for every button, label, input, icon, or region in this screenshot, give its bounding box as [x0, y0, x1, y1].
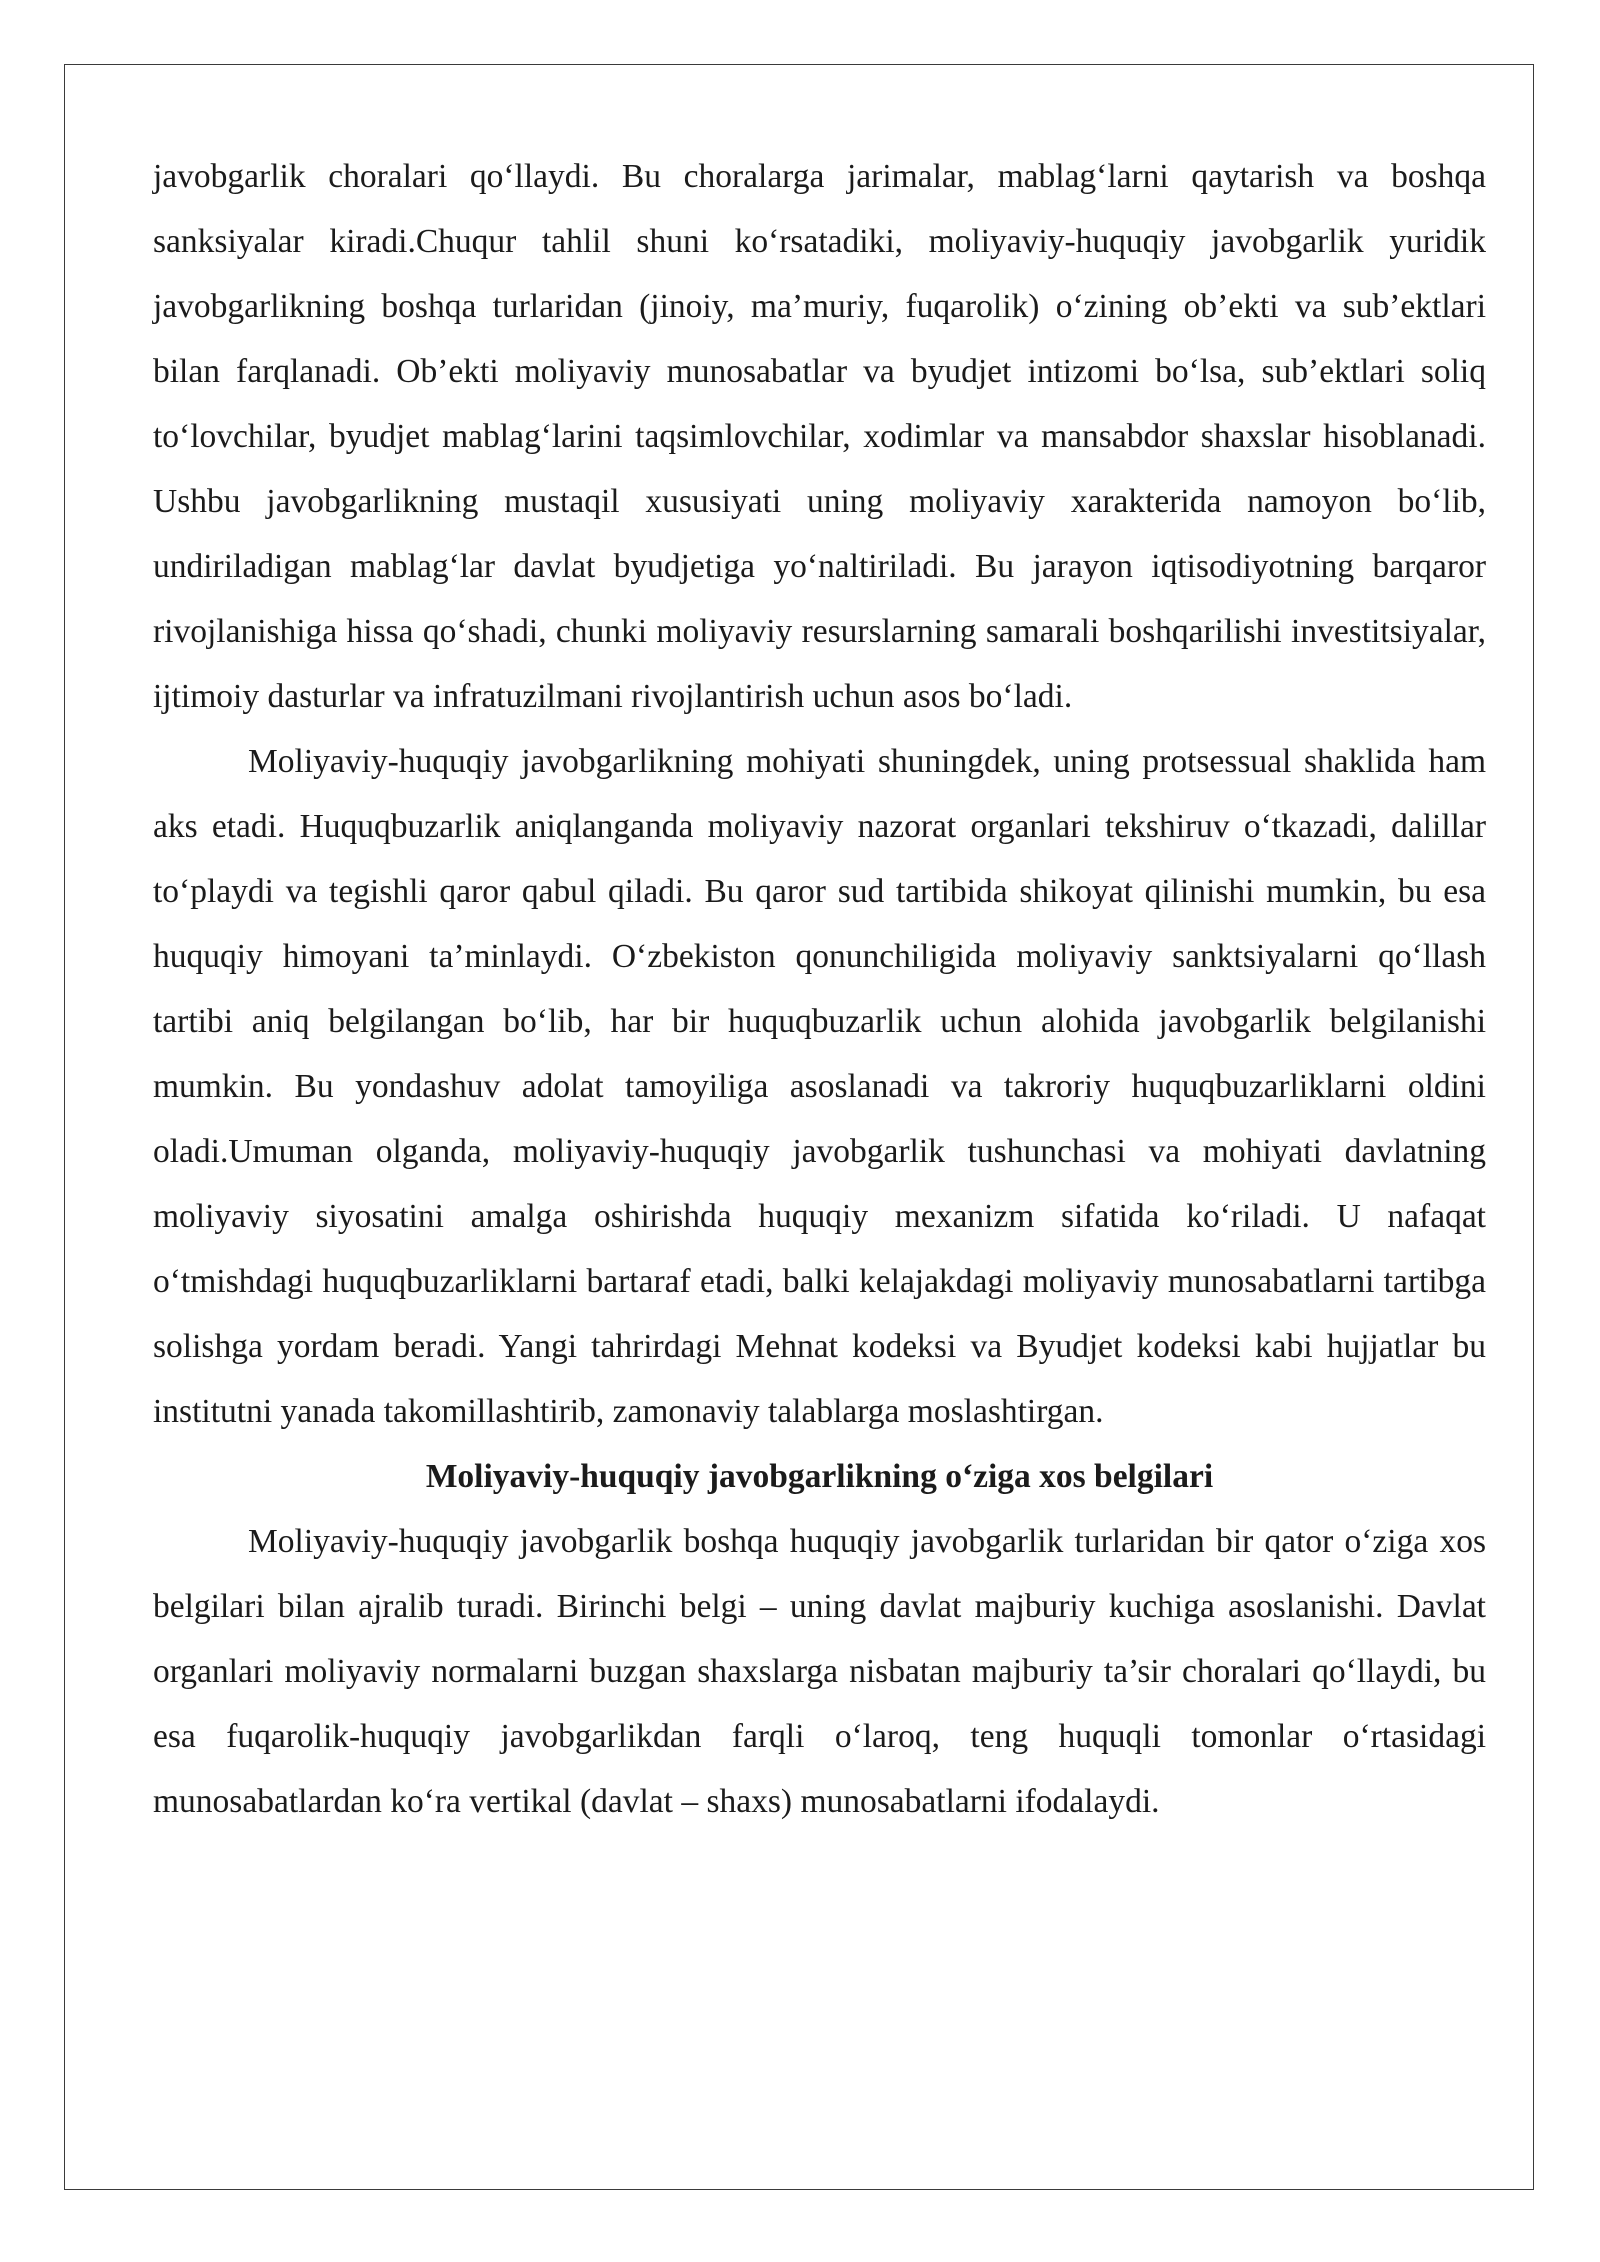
section-heading: Moliyaviy-huquqiy javobgarlikning o‘ziga xos belgilari	[425, 1458, 1214, 1495]
paragraph-features: Moliyaviy-huquqiy javobgarlik boshqa huquqiy javobgarlik turlaridan bir qator o‘ziga xos belgilari bilan ajralib turadi. Birinchi belgi – uning davlat majburiy kuchiga asoslanishi. Davlat organlari moliyaviy normalarni buzgan shaxslarga nisbatan majburiy ta’sir choralari qo‘llaydi, bu esa fuqarolik-huquqiy javobgarlikdan farqli o‘laroq, teng huquqli tomonlar o‘rtasidagi munosabatlardan ko‘ra vertikal (davlat – shaxs) munosabatlarni ifodalaydi.	[153, 1523, 1486, 1820]
paragraph-essence: Moliyaviy-huquqiy javobgarlikning mohiyati shuningdek, uning protsessual shaklida ham aks etadi. Huquqbuzarlik aniqlanganda moliyaviy nazorat organlari tekshiruv o‘tkazadi, dalillar to‘playdi va tegishli qaror qabul qiladi. Bu qaror sud tartibida shikoyat qilinishi mumkin, bu esa huquqiy himoyani ta’minlaydi. O‘zbekiston qonunchiligida moliyaviy sanktsiyalarni qo‘llash tartibi aniq belgilangan bo‘lib, har bir huquqbuzarlik uchun alohida javobgarlik belgilanishi mumkin. Bu yondashuv adolat tamoyiliga asoslanadi va takroriy huquqbuzarliklarni oldini oladi.Umuman olganda, moliyaviy-huquqiy javobgarlik tushunchasi va mohiyati davlatning moliyaviy siyosatini amalga oshirishda huquqiy mexanizm sifatida ko‘riladi. U nafaqat o‘tmishdagi huquqbuzarliklarni bartaraf etadi, balki kelajakdagi moliyaviy munosabatlarni tartibga solishga yordam beradi. Yangi tahrirdagi Mehnat kodeksi va Byudjet kodeksi kabi hujjatlar bu institutni yanada takomillashtirib, zamonaviy talablarga moslashtirgan.	[153, 743, 1486, 1430]
paragraph-continued: javobgarlik choralari qo‘llaydi. Bu choralarga jarimalar, mablag‘larni qaytarish va boshqa sanksiyalar kiradi.Chuqur tahlil shuni ko‘rsatadiki, moliyaviy-huquqiy javobgarlik yuridik javobgarlikning boshqa turlaridan (jinoiy, ma’muriy, fuqarolik) o‘zining ob’ekti va sub’ektlari bilan farqlanadi. Ob’ekti moliyaviy munosabatlar va byudjet intizomi bo‘lsa, sub’ektlari soliq to‘lovchilar, byudjet mablag‘larini taqsimlovchilar, xodimlar va mansabdor shaxslar hisoblanadi. Ushbu javobgarlikning mustaqil xususiyati uning moliyaviy xarakterida namoyon bo‘lib, undiriladigan mablag‘lar davlat byudjetiga yo‘naltiriladi. Bu jarayon iqtisodiyotning barqaror rivojlanishiga hissa qo‘shadi, chunki moliyaviy resurslarning samarali boshqarilishi investitsiyalar, ijtimoiy dasturlar va infratuzilmani rivojlantirish uchun asos bo‘ladi.	[153, 158, 1486, 715]
document-body	[153, 144, 1486, 1834]
